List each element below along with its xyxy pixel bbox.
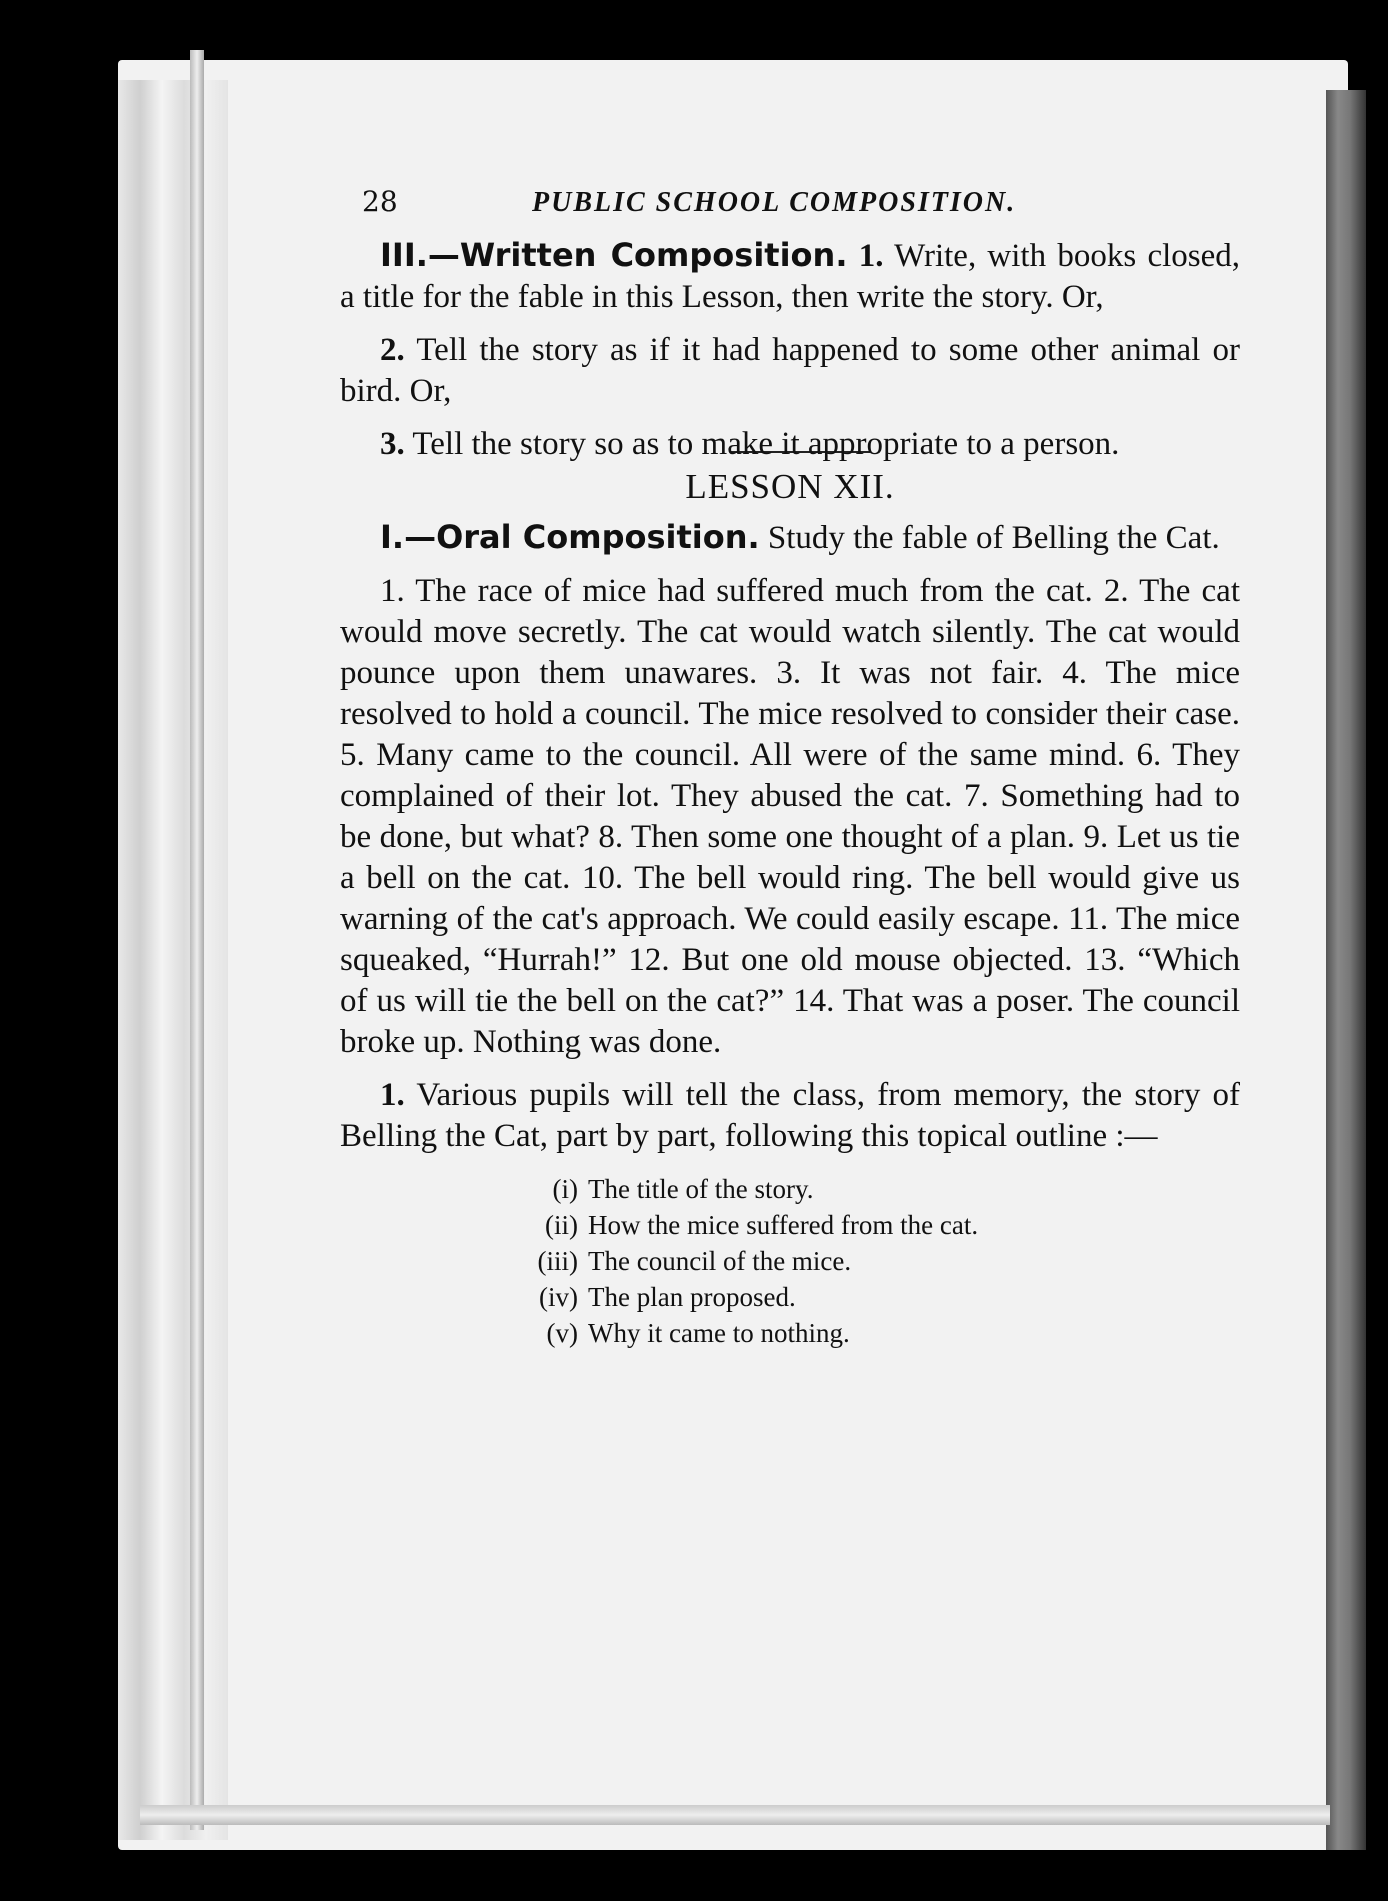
oral-composition-intro [340,517,1240,559]
written-composition-item-2 [340,330,1240,412]
oral-composition-heading: I.—Oral Composition. [380,518,760,556]
page-stack-edge-left [118,80,228,1840]
running-head [362,185,1240,219]
oral-task [340,1075,1240,1157]
item-number: 1. [858,238,884,274]
item-text: Write, with books closed, a title for the fable in this Lesson, then write the story. Or, [340,238,1240,315]
item-text: Tell the story so as to make it appropriate to a person. [412,426,1120,462]
outline-item: (i) The title of the story. [552,1174,814,1204]
outline-item: (iv) The plan proposed. [539,1282,796,1312]
item-number: 1. [380,1077,405,1113]
fable-text: 1. The race of mice had suffered much from the cat. 2. The cat would move secretly. The cat would watch silently. The cat would pounce upon them unawares. 3. It was not fair. 4. The mice resolved to hold a council. The mice resolved to consider their case. 5. Many came to the council. All were of the same mind. 6. They complained of their lot. They abused the cat. 7. Something had to be done, but what? 8. Then some one thought of a plan. 9. Let us tie a bell on the cat. 10. The bell would ring. The bell would give us warning of the cat's approach. We could easily escape. 11. The mice squeaked, “Hurrah!” 12. But one old mouse objected. 13. “Which of us will tie the bell on the cat?” 14. That was a poser. The council broke up. Nothing was done. [340,573,1240,1060]
binding-gutter [190,50,204,1830]
page-edge-right [1326,90,1366,1850]
page-content [340,185,1240,1351]
item-text: Tell the story as if it had happened to some other animal or bird. Or, [340,332,1240,409]
topical-outline [520,1171,1240,1351]
item-number: 2. [380,332,405,368]
written-composition-item-1 [340,235,1240,318]
written-composition-item-3 [340,424,1240,465]
written-composition-heading: III.—Written Composition. [380,236,848,274]
oral-composition-intro-text: Study the fable of Belling the Cat. [767,520,1220,556]
lesson-title: LESSON XII. [685,467,895,506]
item-number: 3. [380,426,405,462]
outline-item: (v) Why it came to nothing. [546,1318,850,1348]
page-number: 28 [362,185,398,218]
page-edge-bottom [140,1805,1330,1825]
outline-item: (iii) The council of the mice. [537,1246,852,1276]
running-title: PUBLIC SCHOOL COMPOSITION. [532,187,1017,218]
item-text: Various pupils will tell the class, from memory, the story of Belling the Cat, part by part, following this topical outline :— [340,1077,1241,1154]
outline-item: (ii) How the mice suffered from the cat. [545,1210,979,1240]
